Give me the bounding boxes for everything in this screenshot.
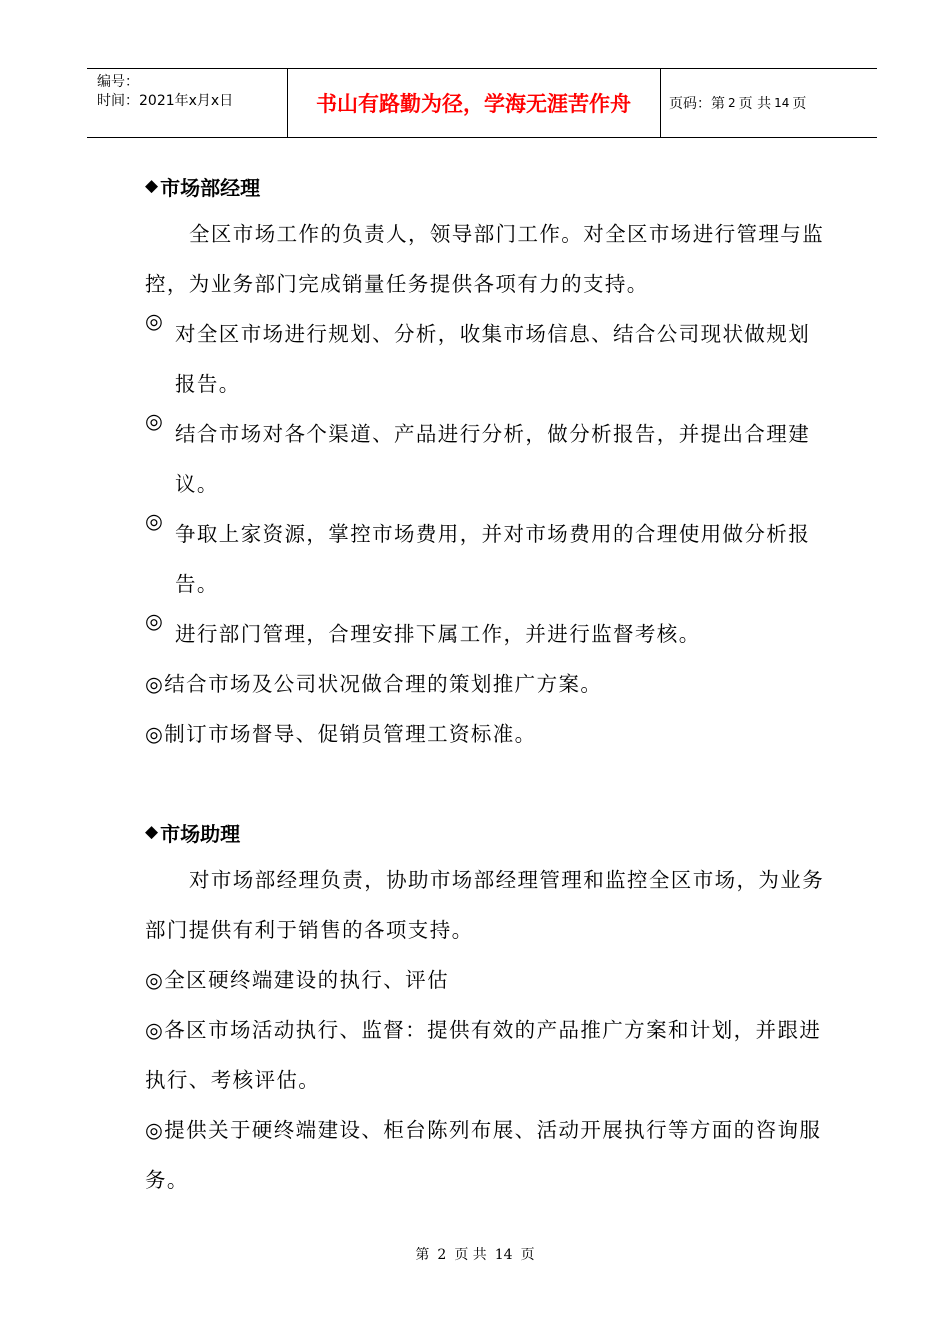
list-item-text: 争取上家资源，掌控市场费用，并对市场费用的合理使用做分析报告。 — [175, 522, 811, 596]
section-title-text: 市场部经理 — [160, 175, 261, 200]
section-title — [145, 809, 825, 855]
footer-current: 2 — [437, 1247, 447, 1263]
section-title-text: 市场助理 — [160, 821, 241, 846]
bullet-icon: ◎ — [145, 409, 163, 433]
footer-pre: 第 — [415, 1247, 430, 1263]
document-body — [145, 163, 825, 1205]
section-intro: 全区市场工作的负责人，领导部门工作。对全区市场进行管理与监控，为业务部门完成销量任务提供各项有力的支持。 — [145, 222, 825, 296]
section-title — [145, 163, 825, 209]
list-item — [145, 509, 825, 609]
list-item: ◎全区硬终端建设的执行、评估 — [145, 968, 449, 992]
page-total: 14 — [774, 96, 790, 110]
footer-mid: 页 共 — [454, 1247, 487, 1263]
page-middle: 页 共 — [738, 96, 772, 112]
section-intro: 对市场部经理负责，协助市场部经理管理和监控全区市场，为业务部门提供有利于销售的各项支持。 — [145, 868, 825, 942]
diamond-icon: ◆ — [145, 822, 159, 842]
page-current: 2 — [728, 96, 736, 110]
diamond-icon: ◆ — [145, 176, 159, 196]
header-motto: 书山有路勤为径，学海无涯苦作舟 — [316, 92, 631, 116]
list-item — [145, 409, 825, 509]
bullet-icon: ◎ — [145, 509, 163, 533]
list-item — [145, 309, 825, 409]
page-suffix: 页 — [792, 96, 807, 112]
page-prefix: 页码：第 — [669, 96, 725, 112]
footer-total: 14 — [494, 1247, 513, 1263]
footer-post: 页 — [520, 1247, 535, 1263]
doc-time-label: 时间：2021年x月x日 — [97, 93, 234, 109]
page-footer — [0, 1244, 950, 1264]
list-item: ◎提供关于硬终端建设、柜台陈列布展、活动开展执行等方面的咨询服务。 — [145, 1118, 822, 1192]
list-item-text: 结合市场对各个渠道、产品进行分析，做分析报告，并提出合理建议。 — [175, 422, 811, 496]
list-item-text: 进行部门管理，合理安排下属工作，并进行监督考核。 — [175, 622, 701, 646]
section-spacer — [145, 759, 825, 809]
list-item-text: 对全区市场进行规划、分析，收集市场信息、结合公司现状做规划报告。 — [175, 322, 811, 396]
bullet-icon: ◎ — [145, 609, 163, 633]
header-divider — [660, 69, 661, 137]
doc-number-label: 编号： — [97, 74, 139, 90]
list-item: ◎各区市场活动执行、监督：提供有效的产品推广方案和计划，并跟进执行、考核评估。 — [145, 1018, 822, 1092]
header-page-info — [669, 69, 806, 137]
header-meta — [97, 73, 233, 111]
list-item: ◎结合市场及公司状况做合理的策划推广方案。 — [145, 672, 603, 696]
bullet-icon: ◎ — [145, 309, 163, 333]
list-item — [145, 609, 825, 659]
list-item: ◎制订市场督导、促销员管理工资标准。 — [145, 722, 537, 746]
document-header — [87, 68, 877, 138]
